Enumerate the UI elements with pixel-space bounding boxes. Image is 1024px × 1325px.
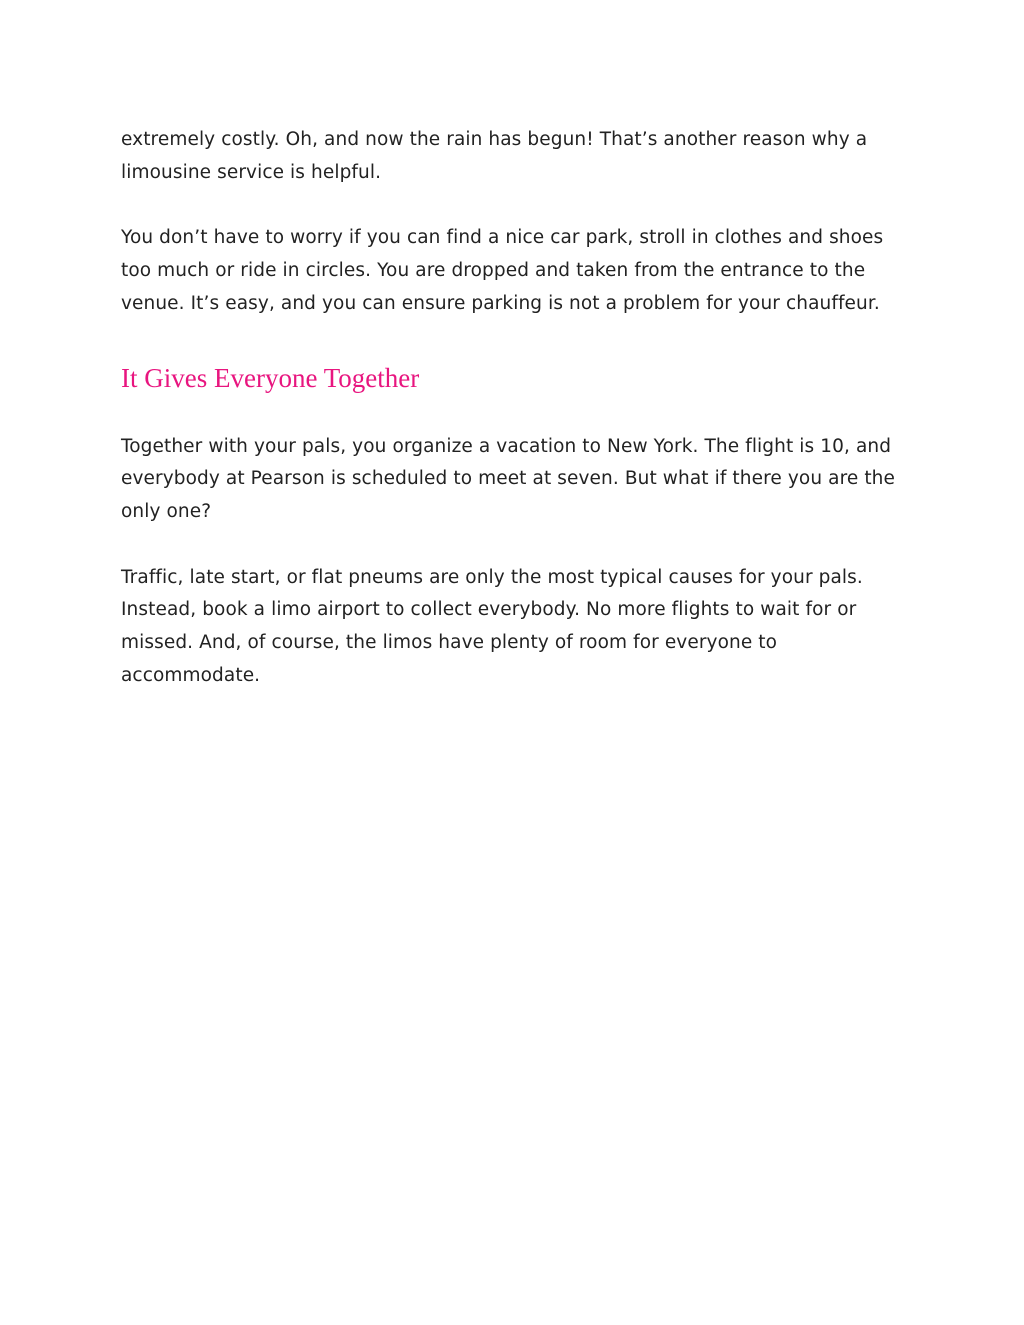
- section-heading: It Gives Everyone Together: [121, 362, 420, 393]
- document-body: [121, 124, 911, 692]
- paragraph-new-york-trip: Together with your pals, you organize a vacation to New York. The flight is 10, and everybody at Pearson is scheduled to meet at seven. But what if there you are the only one?: [121, 435, 895, 522]
- paragraph-parking: You don’t have to worry if you can find a nice car park, stroll in clothes and shoes too much or ride in circles. You are dropped and taken from the entrance to the venue. It’s easy, and you can ensure parking is not a problem for your chauffeur.: [121, 227, 884, 314]
- paragraph-airport-pickup: Traffic, late start, or flat pneums are only the most typical causes for your pals. Instead, book a limo airport to collect everybody. No more flights to wait for or missed. And, of course, the limos have plenty of room for everyone to accommodate.: [121, 566, 863, 686]
- paragraph-rain-limousine: extremely costly. Oh, and now the rain has begun! That’s another reason why a limousine service is helpful.: [121, 129, 868, 183]
